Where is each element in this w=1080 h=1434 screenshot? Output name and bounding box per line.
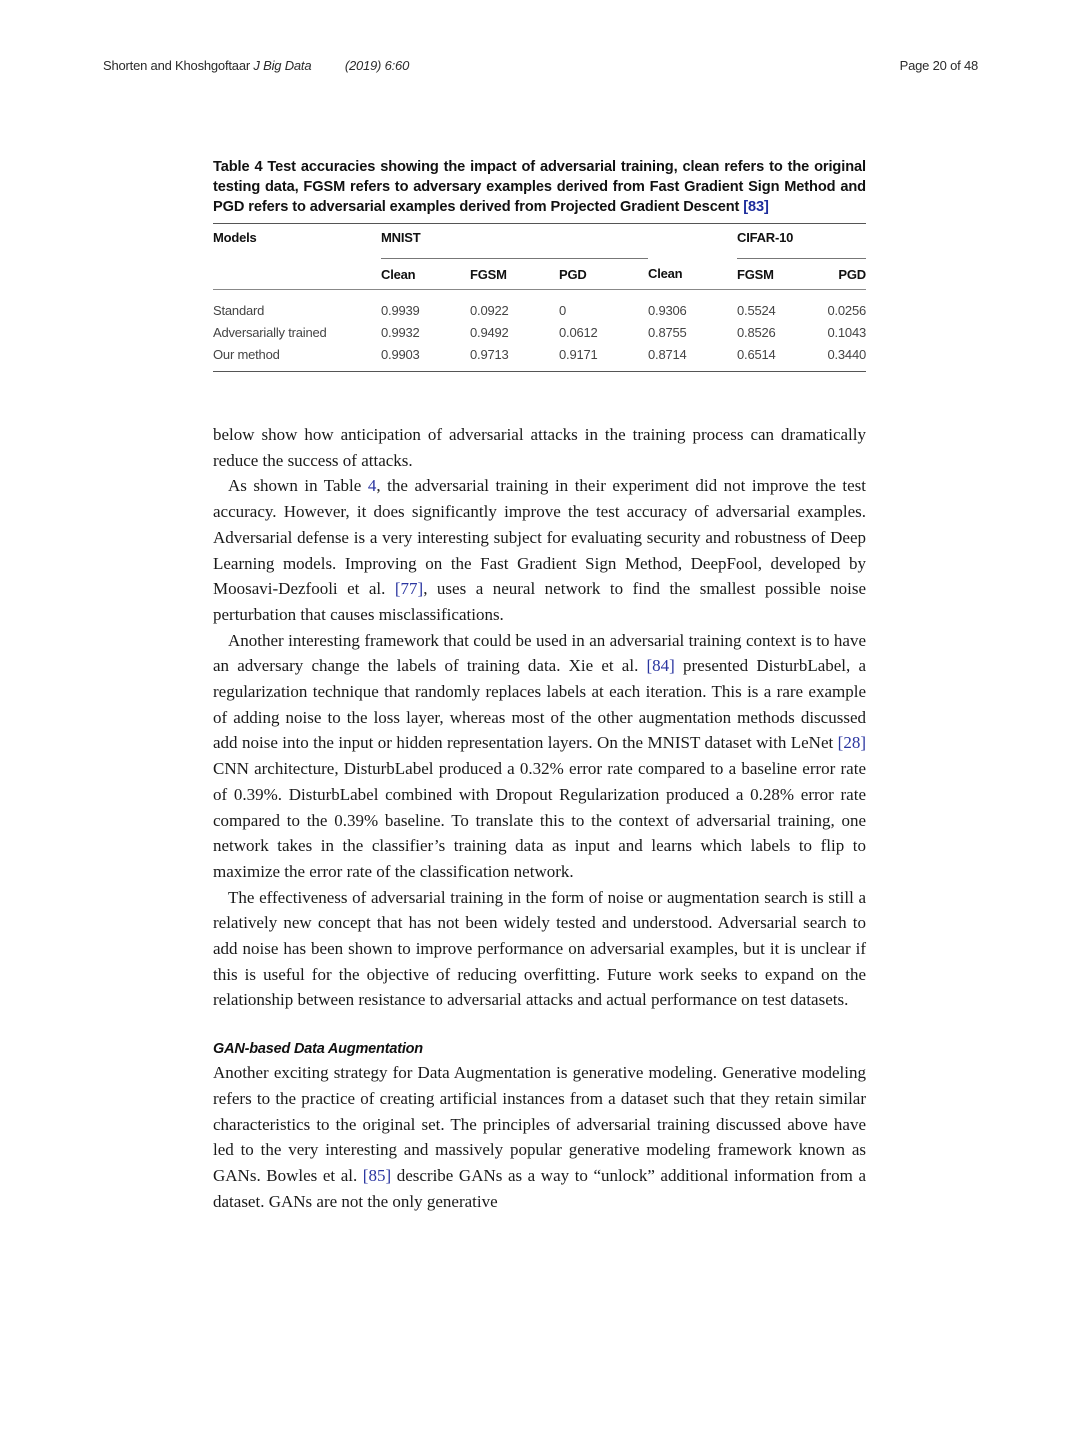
subcol-cifar-pgd: PGD [826, 259, 866, 290]
cell: 0.9939 [381, 302, 420, 318]
table-row [213, 321, 866, 343]
paragraph [213, 473, 866, 627]
cell: 0.8526 [737, 324, 776, 340]
paragraph [213, 628, 866, 885]
section-heading: GAN-based Data Augmentation [213, 1041, 423, 1058]
running-head [103, 58, 978, 78]
cell: 0.0922 [470, 302, 509, 318]
cell: 0.0256 [827, 302, 866, 318]
cell: 0.9903 [381, 346, 420, 362]
page-number: Page 20 of 48 [899, 58, 978, 73]
results-table [213, 223, 866, 372]
text: , the adversarial training in their experiment did not improve the test accuracy. However, it does significantly improve the test accuracy of adversarial examples. Adversarial defense is a very interesting subject for evaluating security and robustness of Deep Learning models. Improving on the Fast Gradient Sign Method, DeepFool, developed by Moosavi-Dezfooli et al. [213, 476, 867, 599]
cell: 0.9306 [648, 302, 687, 318]
col-header-models: Models [213, 230, 257, 245]
citation-link-85[interactable]: [85] [362, 1165, 392, 1185]
cell: 0.9171 [559, 346, 598, 362]
text: describe GANs as a way to “unlock” additional information from a dataset. GANs are not the only generative [213, 1165, 867, 1211]
table-label: Table 4 [213, 159, 263, 175]
cell: 0.1043 [827, 324, 866, 340]
text: Another interesting framework that could be used in an adversarial training context is to have an adversary change the labels of training data. Xie et al. [213, 630, 866, 676]
cell: 0.0612 [559, 324, 598, 340]
row-label: Our method [213, 346, 280, 362]
cell: 0.9492 [470, 324, 509, 340]
cell: 0 [559, 302, 567, 318]
table-row [213, 290, 866, 322]
text: CNN architecture, DisturbLabel produced a 0.32% error rate compared to a baseline error rate of 0.39%. DisturbLabel combined with Dropout Regularization produced a 0.28% error rate compared to the 0.39% baseline. To translate this to the context of adversarial training, one network takes in the classifier’s training data as input and learns which labels to flip to maximize the error rate of the classification network. [213, 759, 866, 881]
paragraph [213, 1060, 866, 1214]
table-caption [213, 157, 866, 217]
subcol-cifar-clean: Clean [648, 259, 737, 290]
citation-link-28[interactable]: [28] [837, 733, 866, 753]
table-row [213, 343, 866, 372]
volume-citation: (2019) 6:60 [344, 58, 410, 73]
paragraph: The effectiveness of adversarial training in the form of noise or augmentation search is still a relatively new concept that has not been widely tested and understood. Adversarial search to add noise has been shown to improve performance on adversarial examples, but it is unclear if this is useful for the objective of reducing overfitting. Future work seeks to expand on the relationship between resistance to adversarial attacks and actual performance on test datasets. [213, 887, 866, 1010]
text: , uses a neural network to find the smallest possible noise perturbation that causes misclassifications. [213, 579, 866, 624]
page-content [213, 157, 866, 1214]
citation-link-83[interactable]: [83] [743, 199, 769, 215]
authors: Shorten and Khoshgoftaar [103, 58, 250, 73]
text: As shown in Table [228, 476, 368, 496]
cell: 0.6514 [737, 346, 776, 362]
cell: 0.9932 [381, 324, 420, 340]
cell: 0.8714 [648, 346, 687, 362]
subcol-mnist-pgd: PGD [559, 259, 648, 290]
cell: 0.3440 [827, 346, 866, 362]
citation-link-77[interactable]: [77] [394, 579, 424, 599]
journal-name: J Big Data [253, 58, 312, 73]
subcol-mnist-fgsm: FGSM [470, 259, 559, 290]
group-header-cifar10: CIFAR-10 [737, 224, 866, 259]
cell: 0.8755 [648, 324, 687, 340]
text: Another exciting strategy for Data Augmentation is generative modeling. Generative modeling refers to the practice of creating artificial instances from a dataset such that they retain similar characteristics to the original set. The principles of adversarial training discussed above have led to the very interesting and massively popular generative modeling framework known as GANs. Bowles et al. [213, 1063, 866, 1185]
paragraph: below show how anticipation of adversarial attacks in the training process can dramatically reduce the success of attacks. [213, 425, 866, 470]
table-caption-text: Test accuracies showing the impact of adversarial training, clean refers to the original testing data, FGSM refers to adversary examples derived from Fast Gradient Sign Method and PGD refers to adversarial examples derived from Projected Gradient Descent [213, 159, 866, 215]
subcol-cifar-fgsm: FGSM [737, 259, 826, 290]
cell: 0.9713 [470, 346, 509, 362]
citation-link-84[interactable]: [84] [646, 656, 675, 676]
text: presented DisturbLabel, a regularization technique that randomly replaces labels at each iteration. This is a rare example of adding noise to the loss layer, whereas most of the other augmentation methods discussed add noise into the input or hidden representation layers. On the MNIST dataset with LeNet [213, 656, 866, 753]
row-label: Adversarially trained [213, 324, 327, 340]
cell: 0.5524 [737, 302, 776, 318]
subcol-mnist-clean: Clean [381, 259, 470, 290]
table-ref-link[interactable]: 4 [367, 476, 377, 496]
running-head-citation [103, 58, 409, 73]
row-label: Standard [213, 302, 265, 318]
group-header-mnist: MNIST [381, 224, 648, 259]
body-text [213, 422, 866, 1214]
